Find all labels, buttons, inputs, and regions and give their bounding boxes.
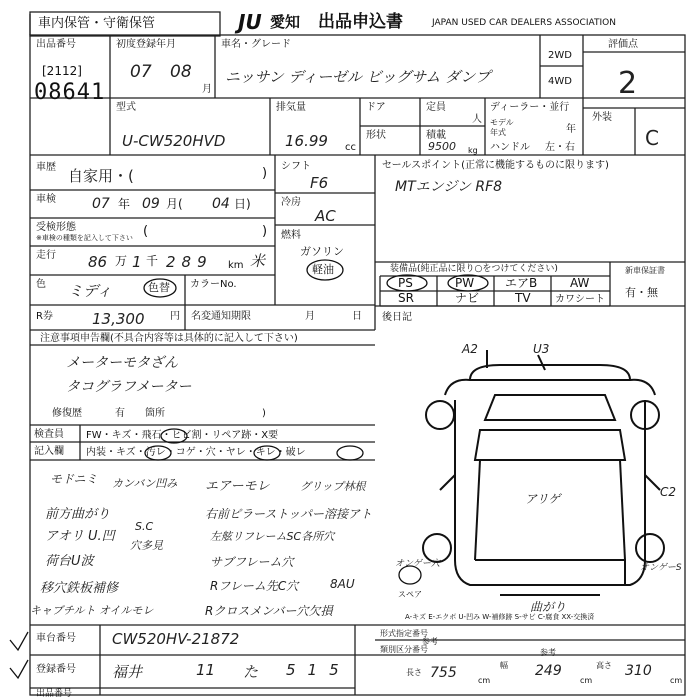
recycle-unit: 円 [170, 311, 180, 322]
footer-lot-label: 出品番号 [36, 689, 73, 699]
handle-options: 左・右 [545, 142, 575, 153]
selling-point-value: MTエンジン RF8 [395, 179, 503, 195]
lot-sub-number: [2112] [42, 64, 82, 78]
mileage-man-unit: 万 [115, 254, 128, 268]
new-warranty-label: 新車保証書 [625, 266, 665, 275]
inspector-label-1: 検査員 [34, 429, 64, 440]
inspector-row-1: FW・キズ・飛石・ヒビ割・リペア跡・X要 [86, 430, 279, 441]
mileage-rest: 289 [166, 253, 213, 271]
note-14: Rフレーム先C穴 [210, 579, 299, 593]
history-label: 車歴 [36, 162, 56, 173]
equipment-pw: PW [455, 276, 475, 290]
displacement-unit: cc [345, 142, 356, 153]
dim-length-unit: cm [478, 676, 491, 685]
load-unit: kg [468, 146, 478, 155]
chassis-value: CW520HV-21872 [112, 630, 240, 648]
dim-sanko-1: 参考 [422, 637, 438, 646]
recycle-value: 13,300 [92, 310, 145, 328]
note-3: エアーモレ [205, 479, 270, 494]
equipment-airbag: エアB [505, 276, 538, 290]
capacity-label: 定員 [426, 102, 446, 113]
diagram-legend: A-キズ E-エクボ U-凹み W-補修跡 S-サビ C-腐食 XX-交換済 [405, 613, 595, 621]
exterior-value: C [645, 126, 659, 150]
rating-label: 評価点 [608, 39, 638, 50]
diagram-right-bottom: オンゲーS [640, 563, 682, 573]
doors-label: ドア [366, 102, 386, 113]
repair-place: 箇所 [145, 408, 165, 419]
deadline-day: 日 [352, 311, 362, 322]
registration-pref: 福井 [112, 663, 143, 681]
model-label: 型式 [116, 102, 136, 113]
dim-height-value: 310 [625, 663, 652, 679]
mileage-label: 走行 [36, 250, 56, 261]
diagram-spare: スペア [398, 590, 422, 599]
exterior-label: 外装 [592, 112, 612, 123]
dim-width-label: 幅 [500, 661, 508, 670]
model-year-unit: 年 [566, 124, 576, 135]
chassis-label: 車台番号 [36, 633, 76, 644]
dim-length-label: 長さ [406, 668, 422, 677]
acceptance-close: ) [262, 224, 268, 239]
inspection-month: 09 [142, 196, 160, 212]
mileage-mark: 米 [250, 252, 266, 270]
shift-label: シフト [281, 161, 311, 172]
dim-height-unit: cm [670, 676, 683, 685]
inspection-month-unit: 月( [166, 197, 183, 211]
fuel-label: 燃料 [281, 230, 301, 241]
diagram-rear: 曲がり [530, 600, 567, 614]
diagram-front-left: A2 [462, 342, 478, 356]
lot-label: 出品番号 [36, 39, 76, 50]
equipment-tv: TV [515, 291, 531, 305]
note-15: 8AU [330, 577, 355, 591]
equipment-ps: PS [398, 276, 413, 290]
displacement-value: 16.99 [285, 132, 328, 150]
capacity-unit: 人 [472, 114, 482, 125]
acceptance-label: 受検形態 [36, 222, 76, 233]
dim-width-value: 249 [535, 663, 562, 679]
registration-num2: 515 [286, 661, 351, 679]
first-reg-month-unit: 月 [202, 84, 212, 95]
note-17: Rクロスメンバー穴欠損 [205, 604, 333, 618]
note-10: 右前ピラーストッパー溶接アト [205, 507, 373, 521]
model-year-label2: 年式 [490, 128, 506, 137]
remarks-label: 後日記 [382, 312, 412, 323]
equipment-leather: カワシート [555, 294, 605, 305]
first-reg-year: 07 [130, 62, 152, 82]
inspection-label: 車検 [36, 194, 56, 205]
model-value: U-CW520HVD [122, 132, 226, 150]
mileage-sen: 1 [132, 253, 142, 271]
inspection-day: 04 [212, 196, 230, 212]
note-8: 穴多見 [130, 539, 163, 552]
form-title: 出品申込書 [318, 12, 403, 32]
note-11: 左舷リフレームSC各所穴 [210, 530, 335, 543]
registration-kana: た [243, 663, 259, 681]
lot-number: 08641 [34, 80, 106, 105]
inspection-year: 07 [92, 196, 110, 212]
car-name-value: ニッサン ディーゼル ビッグサム ダンプ [225, 68, 491, 86]
history-value: 自家用・( [68, 167, 134, 185]
inspector-row-2: 内装・キズ・汚レ・コゲ・穴・ヤレ・キレ・破レ [86, 447, 306, 458]
association-name: JAPAN USED CAR DEALERS ASSOCIATION [432, 18, 616, 28]
note-13: 移穴鉄板補修 [40, 581, 119, 596]
logo-place: 愛知 [270, 13, 301, 31]
note-5: 前方曲がり [45, 507, 111, 522]
displacement-label: 排気量 [276, 102, 306, 113]
notes-label: 注意事項申告欄(不具合内容等は具体的に記入して下さい) [40, 333, 298, 344]
color-value: ミディ [68, 282, 112, 300]
note-4: グリップ林根 [300, 480, 366, 493]
car-name-label: 車名・グレード [221, 39, 291, 50]
ju-logo: JU [238, 10, 262, 34]
note-1: モドニミ [50, 472, 98, 486]
registration-label: 登録番号 [36, 664, 76, 675]
new-warranty-value: 有・無 [625, 286, 658, 299]
load-label: 積載 [426, 130, 446, 141]
recycle-label: R券 [36, 311, 53, 322]
note-6: アオリ U.凹 [45, 529, 115, 544]
dim-label-1: 形式指定番号 [380, 629, 428, 638]
inspection-day-unit: 日) [234, 197, 251, 211]
equipment-label: 装備品(純正品に限り○をつけてください) [390, 264, 558, 274]
dim-width-unit: cm [580, 676, 593, 685]
repair-close: ) [262, 408, 266, 419]
shift-value: F6 [310, 174, 329, 192]
fuel-diesel: 軽油 [312, 263, 334, 276]
inspector-label-2: 記入欄 [34, 446, 64, 457]
note-12: サブフレーム穴 [210, 555, 294, 569]
mileage-sen-unit: 千 [146, 254, 159, 268]
shape-label: 形状 [366, 130, 386, 141]
diagram-right: C2 [660, 485, 677, 499]
note-9: 荷台U波 [45, 554, 94, 569]
acceptance-note: ※車検の種類を記入して下さい [36, 234, 133, 242]
color-changed: 色替 [148, 281, 170, 294]
repair-value: 有 [115, 408, 125, 419]
rating-value: 2 [618, 66, 638, 101]
truck-diagram [423, 350, 664, 595]
dealer-import-label: ディーラー・並行 [490, 102, 570, 113]
selling-point-label: セールスポイント(正常に機能するものに限ります) [382, 160, 609, 171]
inspection-year-unit: 年 [118, 197, 131, 211]
fuel-gas: ガソリン [300, 245, 344, 258]
note-7: S.C [135, 520, 154, 533]
load-value: 9500 [428, 140, 456, 153]
dim-length-value: 755 [430, 665, 457, 681]
registration-num1: 11 [196, 661, 216, 679]
mileage-man: 86 [88, 253, 108, 271]
cooling-label: 冷房 [281, 197, 301, 208]
first-reg-month: 08 [170, 62, 192, 82]
deadline-label: 名変通知期限 [191, 311, 251, 322]
deadline-month: 月 [305, 311, 315, 322]
diagram-front-right: U3 [533, 342, 550, 356]
equipment-aw: AW [570, 276, 590, 290]
drive-2wd: 2WD [548, 50, 572, 61]
cooling-value: AC [315, 207, 336, 225]
acceptance-open: ( [143, 224, 149, 239]
notes-line-1: メーターモタざん [66, 355, 178, 371]
diagram-left-bottom: オンゲー穴 [395, 559, 440, 569]
color-no-label: カラーNo. [190, 279, 237, 290]
model-year-label: モデル [490, 118, 514, 127]
handle-label: ハンドル [490, 142, 530, 153]
mileage-unit: km [228, 260, 244, 271]
dim-sanko-2: 参考 [540, 648, 556, 657]
notes-line-2: タコグラフメーター [66, 379, 192, 395]
equipment-navi: ナビ [455, 291, 480, 305]
history-close: ) [262, 166, 268, 181]
note-16: キャブチルト オイルモレ [30, 604, 154, 617]
dim-height-label: 高さ [596, 661, 612, 670]
storage-title: 車内保管・守衛保管 [38, 16, 156, 31]
repair-label: 修復歴 [52, 408, 82, 419]
note-2: カンバン凹み [112, 477, 178, 490]
equipment-sr: SR [398, 291, 414, 305]
diagram-center: アリゲ [525, 492, 561, 506]
drive-4wd: 4WD [548, 76, 572, 87]
first-reg-label: 初度登録年月 [116, 39, 176, 50]
color-label: 色 [36, 279, 46, 290]
dim-label-2: 類別区分番号 [380, 645, 428, 654]
